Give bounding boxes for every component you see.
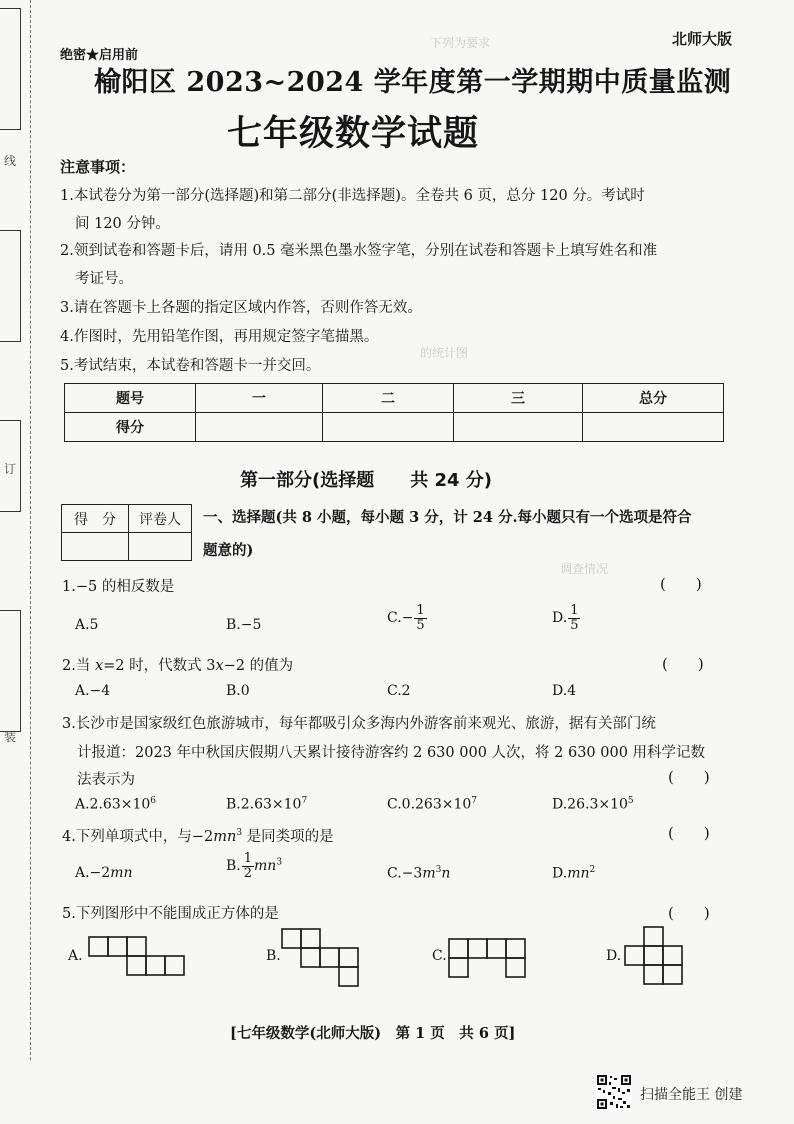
score-cell[interactable]: [323, 413, 454, 442]
question-5-option-a-label: A.: [68, 948, 83, 964]
question-4-stem: 4.下列单项式中，与$-2mn^3$ 是同类项的是: [62, 828, 334, 845]
section-heading: 一、选择题(共 8 小题，每小题 3 分，计 24 分.每小题只有一个选项是符合: [203, 509, 692, 526]
question-3-option-c: $C.0.263\times 10^7$: [387, 796, 478, 813]
question-5-option-c-net: [448, 938, 530, 980]
question-2-answer-paren[interactable]: ( ): [662, 655, 704, 673]
question-3-stem-cont: 计报道：2023 年中秋国庆假期八天累计接待游客约 2 630 000 人次，将 2 630 000 用科学记数: [77, 745, 706, 761]
note-item: 间 120 分钟。: [75, 216, 170, 232]
binding-char-middle: 订: [4, 462, 17, 476]
score-cell[interactable]: [196, 413, 323, 442]
question-1-option-a: A.5: [75, 617, 99, 633]
question-5-answer-paren[interactable]: ( ): [668, 904, 710, 922]
question-5-option-c-label: C.: [432, 948, 447, 964]
question-4-answer-paren[interactable]: ( ): [668, 824, 710, 842]
score-header-cell: 总分: [583, 384, 724, 413]
bleed-through-text: 调查情况: [560, 562, 609, 576]
question-2-option-d: D.4: [552, 683, 577, 699]
question-5-option-b-label: B.: [266, 948, 281, 964]
question-3-option-a: $A.2.63\times 10^6$: [75, 796, 157, 813]
binding-box: [0, 610, 21, 732]
question-4-option-a: A.−2mn: [75, 865, 133, 881]
question-4-option-b: B. $\frac{1}{2}$ $mn^3$: [226, 851, 283, 881]
question-4-option-d: $D.mn^2$: [552, 865, 596, 882]
binding-box: [0, 230, 21, 342]
question-2-option-a: A.−4: [75, 683, 111, 699]
score-cell[interactable]: [583, 413, 724, 442]
question-2-option-b: B.0: [226, 683, 250, 699]
confidential-label: 绝密★启用前: [60, 48, 139, 63]
question-5-stem: 5.下列图形中不能围成正方体的是: [62, 906, 279, 922]
note-item: 考证号。: [75, 271, 133, 287]
question-2-stem: 2.当 x=2 时，代数式 3x−2 的值为: [62, 658, 294, 674]
question-1-answer-paren[interactable]: ( ): [660, 575, 702, 593]
note-item: 5.考试结束，本试卷和答题卡一并交回。: [60, 358, 321, 374]
question-2-option-c: C.2: [387, 683, 411, 699]
grader-score-cell[interactable]: [62, 533, 129, 561]
part-title: 第一部分(选择题 共 24 分): [240, 470, 493, 491]
grader-name-header: 评卷人: [129, 505, 192, 533]
question-3-stem-cont: 法表示为: [77, 772, 135, 788]
qr-code-icon: [596, 1074, 632, 1110]
question-1-stem: 1.−5 的相反数是: [62, 579, 175, 595]
question-5-option-a-net: [88, 936, 190, 978]
edition-label: 北师大版: [672, 30, 733, 48]
question-4-option-c: $C.-3m^3n$: [387, 865, 451, 882]
question-5-option-d-label: D.: [606, 948, 622, 964]
question-1-option-d: D. $\frac{1}{5}$: [552, 603, 579, 633]
exam-title: 榆阳区 2023~2024 学年度第一学期期中质量监测: [94, 67, 732, 98]
score-header-cell: 一: [196, 384, 323, 413]
bleed-through-text: 下列为要求: [430, 36, 491, 50]
score-header-cell: 三: [454, 384, 583, 413]
question-3-option-b: $B.2.63\times 10^7$: [226, 796, 308, 813]
exam-subject-title: 七年级数学试题: [227, 114, 480, 154]
bleed-through-text: 的统计图: [420, 346, 469, 360]
score-header-cell: 题号: [65, 384, 196, 413]
binding-char-top: 线: [4, 154, 17, 168]
note-item: 3.请在答题卡上各题的指定区域内作答，否则作答无效。: [60, 300, 422, 316]
question-5-option-d-net: [624, 926, 686, 988]
grader-table: [61, 504, 192, 561]
question-1-option-b: B.−5: [226, 617, 262, 633]
score-cell[interactable]: [454, 413, 583, 442]
question-3-option-d: $D.26.3\times 10^5$: [552, 796, 634, 813]
question-5-option-b-net: [281, 928, 361, 990]
binding-char-bottom: 装: [4, 730, 17, 744]
question-3-stem: 3.长沙市是国家级红色旅游城市，每年都吸引众多海内外游客前来观光、旅游，据有关部门统: [62, 716, 656, 732]
score-row-label: 得分: [65, 413, 196, 442]
grader-score-header: 得 分: [62, 505, 129, 533]
binding-edge: [0, 0, 31, 1060]
scanner-watermark: 扫描全能王 创建: [640, 1087, 743, 1103]
score-header-cell: 二: [323, 384, 454, 413]
question-3-answer-paren[interactable]: ( ): [668, 768, 710, 786]
question-1-option-c: C.− $\frac{1}{5}$: [387, 603, 425, 633]
page-footer: [七年级数学(北师大版) 第 1 页 共 6 页]: [230, 1025, 516, 1042]
notes-title: 注意事项：: [60, 158, 136, 176]
section-heading-cont: 题意的): [203, 542, 254, 559]
note-item: 4.作图时，先用铅笔作图，再用规定签字笔描黑。: [60, 329, 379, 345]
score-table: [64, 383, 724, 442]
binding-box: [0, 8, 21, 130]
note-item: 1.本试卷分为第一部分(选择题)和第二部分(非选择题)。全卷共 6 页，总分 120 分。考试时: [60, 188, 645, 204]
note-item: 2.领到试卷和答题卡后，请用 0.5 毫米黑色墨水签字笔，分别在试卷和答题卡上填写姓名和准: [60, 243, 658, 259]
grader-name-cell[interactable]: [129, 533, 192, 561]
